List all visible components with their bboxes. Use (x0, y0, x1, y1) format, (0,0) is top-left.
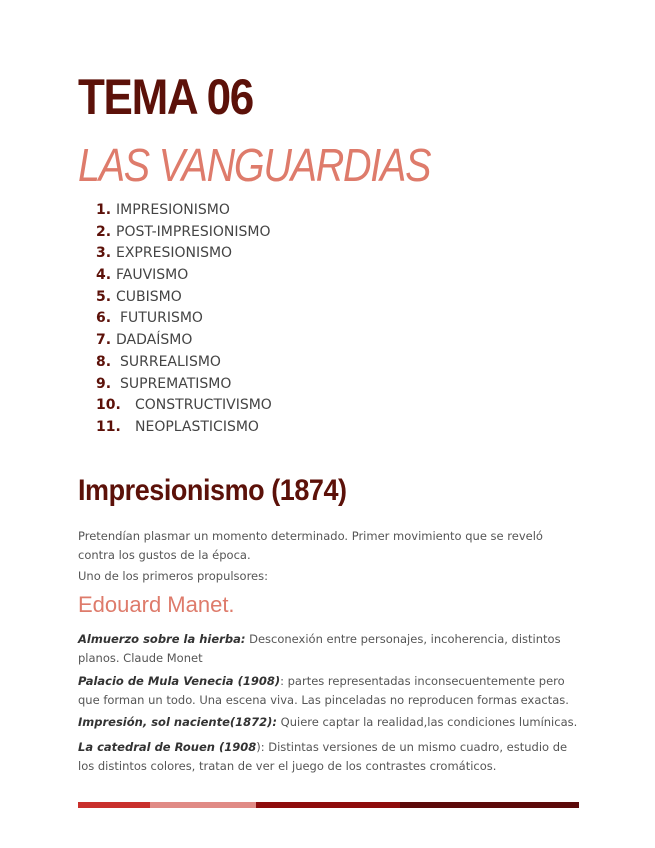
work-title: Impresión, sol naciente(1872): (78, 715, 278, 729)
artist-name: Edouard Manet. (78, 592, 235, 617)
toc-item-label: FAUVISMO (116, 267, 189, 284)
toc-item-label: NEOPLASTICISMO (135, 418, 259, 435)
toc-item (96, 395, 272, 417)
toc-item (96, 243, 272, 265)
toc-item-label: CONSTRUCTIVISMO (135, 397, 272, 414)
footer-bar-segment (78, 802, 150, 808)
toc-item-label: SUPREMATISMO (120, 375, 232, 392)
toc-item (96, 200, 272, 222)
work-entry (78, 713, 578, 732)
toc-item-label: IMPRESIONISMO (116, 202, 230, 218)
toc-item-number: 3. (96, 245, 112, 262)
footer-bar-segment (400, 802, 579, 808)
work-description: Desconexión entre personajes, incoherencia, distintos planos. Claude Monet (78, 632, 561, 665)
toc-item (96, 308, 272, 330)
toc-item-label: EXPRESIONISMO (116, 245, 233, 262)
toc-item (96, 222, 272, 244)
toc-item (96, 374, 272, 396)
work-title: Palacio de Mula Venecia (1908) (78, 674, 281, 688)
toc-item (96, 417, 272, 439)
document-subtitle: LAS VANGUARDIAS (78, 139, 431, 191)
toc-item-number: 6. (96, 310, 112, 327)
toc-item-number: 7. (96, 332, 112, 349)
toc-item (96, 330, 272, 352)
toc-item (96, 352, 272, 374)
promoters-label: Uno de los primeros propulsores: (78, 569, 269, 583)
section-heading: Impresionismo (1874) (78, 474, 347, 507)
work-entry (78, 630, 578, 668)
toc-item (96, 287, 272, 309)
toc-item-label: SURREALISMO (120, 353, 221, 370)
toc-item-number: 1. (96, 202, 112, 218)
toc-item-label: CUBISMO (116, 288, 182, 305)
toc-item-label: FUTURISMO (120, 310, 203, 327)
work-title: Almuerzo sobre la hierba: (78, 632, 246, 646)
toc-item (96, 265, 272, 287)
work-description: ): Distintas versiones de un mismo cuadro, estudio de los distintos colores, tratan de ver el juego de los contrastes cromáticos. (78, 740, 568, 773)
footer-bar-segment (150, 802, 256, 808)
toc-item-number: 4. (96, 267, 112, 284)
table-of-contents (96, 200, 272, 439)
toc-item-number: 9. (96, 375, 112, 392)
footer-bar-segment (256, 802, 400, 808)
work-title: La catedral de Rouen (1908 (78, 740, 257, 754)
work-entry (78, 738, 578, 776)
toc-item-number: 5. (96, 288, 112, 305)
toc-item-label: DADAÍSMO (116, 332, 193, 349)
toc-item-label: POST-IMPRESIONISMO (116, 223, 271, 240)
work-entry (78, 672, 578, 710)
toc-item-number: 11. (96, 418, 121, 435)
toc-item-number: 8. (96, 353, 112, 370)
toc-item-number: 2. (96, 223, 112, 240)
work-description: : partes representadas inconsecuentemente pero que forman un todo. Una escena viva. Las pinceladas no reproducen formas exactas. (78, 674, 569, 707)
work-description: Quiere captar la realidad,las condiciones lumínicas. (277, 715, 578, 729)
intro-paragraph: Pretendían plasmar un momento determinado. Primer movimiento que se reveló contra los gustos de la época. (78, 529, 543, 562)
toc-item-number: 10. (96, 397, 121, 414)
document-title: TEMA 06 (78, 69, 253, 125)
